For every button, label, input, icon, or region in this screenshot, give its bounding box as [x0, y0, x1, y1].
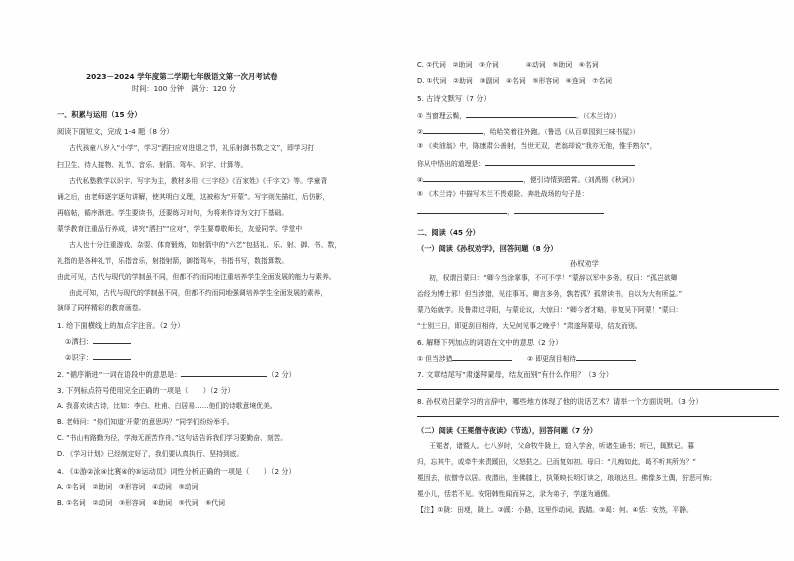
subsection-2-title: （二）阅读《王冕僧寺夜读》（节选），回答问题（7 分）	[417, 426, 597, 435]
question-1-a: ①洒扫：	[65, 336, 131, 346]
question-5-c-cont: 你从中悟出的道理是：	[417, 158, 635, 169]
section-2-title: 二、阅读（45 分）	[417, 228, 480, 237]
question-8: 8. 孙权劝吕蒙学习的言辞中，哪些地方体现了他的说话艺术？请举一个方面说明。（3 分）	[417, 397, 703, 406]
question-1-b: ②识字：	[65, 352, 131, 362]
option-c: C. “书山有路勤为径，学海无涯苦作舟。”这句话告诉我们学习要勤奋、刻苦。	[57, 434, 288, 442]
section-1-title: 一、积累与运用（15 分）	[57, 110, 142, 119]
question-3: 3. 下列标点符号使用完全正确的一项是（ ）（2 分）	[57, 386, 235, 395]
passage-line: 冕小儿，恬若不见。安阳韩性闻而异之，录为弟子，学遂为通儒。	[417, 490, 615, 498]
question-4: 4. 《①游②泳④比赛④的⑤运动员》词性分析正确的一项是（ ）（2 分）	[57, 467, 296, 476]
passage-title: 孙权劝学	[570, 259, 599, 268]
answer-blank[interactable]	[423, 174, 523, 182]
passage-line: 再临帖，循序渐进。学生要读书，还要练习对句，为将来作诗为文打下基础。	[57, 209, 289, 217]
passage-line: 治经为博士邪！但当涉猎，见往事耳。卿言多务，孰若孤？孤常读书，自以为大有所益。”	[417, 290, 683, 298]
answer-blank[interactable]	[423, 126, 483, 134]
passage-line: 初，权谓吕蒙曰：“卿今当涂掌事，不可不学！”蒙辞以军中多务。权曰：“孤岂欲卿	[429, 274, 678, 282]
question-6: 6. 解释下列加点的词语在文中的意思（2 分）	[417, 338, 563, 347]
section-1-intro: 阅读下面短文，完成 1-4 题（8 分）	[57, 127, 174, 136]
passage-line: 礼指的是各种礼节，乐指音乐，射指射箭，御指驾车，书指书写，数指算数。	[57, 257, 289, 265]
passage-line: 蒙学教育注重品行养成，讲究“洒扫”“应对”，学生要尊敬师长，友爱同学。学堂中	[57, 225, 303, 233]
question-6-b: ② 即更刮目相待	[527, 353, 636, 364]
option-d: D. ①代词 ②助词 ③副词 ④名词 ⑤形容词 ⑥连词 ⑦名词	[417, 77, 612, 85]
answer-blank[interactable]	[93, 336, 131, 344]
passage-line: 归，忘其牛，或牵牛来责蹊田，父怒挞之。已而复如初。母曰：“儿痴如此，曷不听其所为？”	[417, 458, 696, 466]
question-5-b: ② ，哈哈笑着往外跑。（鲁迅《从百草园到三味书屋》）	[417, 128, 640, 136]
exam-title: 2023－2024 学年度第二学期七年级语文第一次月考试卷	[86, 72, 278, 81]
question-5-a: ① 当窗理云鬓， 。（《木兰诗》）	[417, 112, 621, 120]
subsection-1-title: （一）阅读《孙权劝学》，回答问题（8 分）	[417, 244, 558, 253]
question-1: 1. 给下面横线上的加点字注音。（2 分）	[57, 321, 185, 330]
passage-line: 古人也十分注重游戏、杂耍、体育锻炼，如射箭中的“六艺”包括礼、乐、射、御、书、数，	[69, 241, 342, 249]
option-a: A. ①名词 ②助词 ③形容词 ④动词 ⑤动词	[57, 483, 199, 491]
answer-blank[interactable]	[93, 352, 131, 360]
answer-blank[interactable]	[181, 369, 267, 377]
passage-line: 扫卫生、待人接物、礼节、音乐、射箭、驾车、识字、计算等。	[57, 161, 248, 169]
question-5: 5. 古诗文默写（7 分）	[417, 94, 491, 103]
question-5-d: ④ ，便引诗情到碧霄。（刘禹锡《秋词》）	[417, 176, 639, 184]
answer-blank[interactable]	[514, 206, 604, 214]
answer-blank[interactable]	[452, 353, 512, 361]
passage-line: 古代私塾教学以识字、写字为主，教材多用《三字经》《百家姓》《千字文》等。学童背	[69, 177, 328, 185]
passage-line: “士别三日，即更刮目相待，大兄何见事之晚乎！”肃遂拜蒙母，结友而别。	[417, 322, 642, 330]
question-5-e-cont: ，	[417, 206, 604, 217]
option-b: B. 老师问：“你们知道‘开蒙’的意思吗？”同学们纷纷举手。	[57, 418, 234, 426]
answer-blank[interactable]	[417, 206, 507, 214]
question-5-e: ⑤ 《木兰诗》中描写木兰不畏艰险、奔赴战场的句子是：	[417, 190, 589, 198]
annotation-note: 【注】①陇：田埂，陇上。②蹊：小路，这里作动词，践踏。③曷：何。④恬：安然，平静。	[417, 506, 693, 514]
answer-blank[interactable]	[485, 158, 635, 166]
option-c: C. ①代词 ②助词 ③介词 ④动词 ⑤助词 ⑥名词	[417, 61, 599, 69]
passage-line: 由此可见，古代与现代的学制虽不同，但都不约而同地注重培养学生全面发展的能力与素养。	[57, 273, 336, 281]
passage-line: 诵之后，由老师逐字逐句讲解，使其明白义理，这被称为“开蒙”。写字则先描红，后仿影，	[57, 193, 330, 201]
passage-line: 由此可知，古代与现代的学制虽不同，但都不约而同地强调培养学生全面发展的素养，	[69, 289, 328, 297]
question-2: 2. “循序渐进”一词在语段中的意思是： （2 分）	[57, 370, 296, 379]
answer-line[interactable]	[417, 416, 779, 417]
answer-blank[interactable]	[466, 110, 576, 118]
question-5-c: ③ 《卖油翁》中，陈康肃公善射，当世无双，老翁却说“我亦无他，惟手熟尔”，	[417, 142, 657, 150]
option-a: A. 我喜欢读古诗，比如：李白、杜甫、白居易……他们的诗歌意境优美。	[57, 402, 277, 410]
passage-line: 冕因去，依僧寺以居。夜潜出，坐佛膝上，执策映长明灯读之，琅琅达旦。佛像多土偶，狞恶可怖；	[417, 474, 717, 482]
exam-info: 时间：100 分钟 满分：120 分	[132, 84, 236, 93]
passage-line: 蒙乃始就学。及鲁肃过寻阳，与蒙论议，大惊曰：“卿今者才略，非复吴下阿蒙！”蒙曰：	[417, 306, 683, 314]
question-7: 7. 文章结尾写“肃遂拜蒙母，结友而别”有什么作用？（3 分）	[417, 370, 613, 379]
question-6-a: ① 但当涉猎	[417, 353, 512, 364]
answer-blank[interactable]	[576, 353, 636, 361]
passage-line: 演绎了同样精彩的教育画卷。	[57, 304, 146, 312]
answer-line[interactable]	[417, 389, 779, 390]
option-d: D. 《学习计划》已经制定好了，我们要认真执行、坚持到底。	[57, 450, 244, 458]
passage-line: 古代孩童八岁入“小学”，学习“洒扫应对进退之节，礼乐射御书数之文”，即学习打	[69, 144, 315, 152]
option-b: B. ①名词 ②动词 ③形容词 ④助词 ⑤代词 ⑥代词	[57, 499, 225, 507]
passage-line: 王冕者，诸暨人。七八岁时，父命牧牛陇上，窃入学舍，听诸生诵书；听已，辄默记。暮	[429, 442, 695, 450]
